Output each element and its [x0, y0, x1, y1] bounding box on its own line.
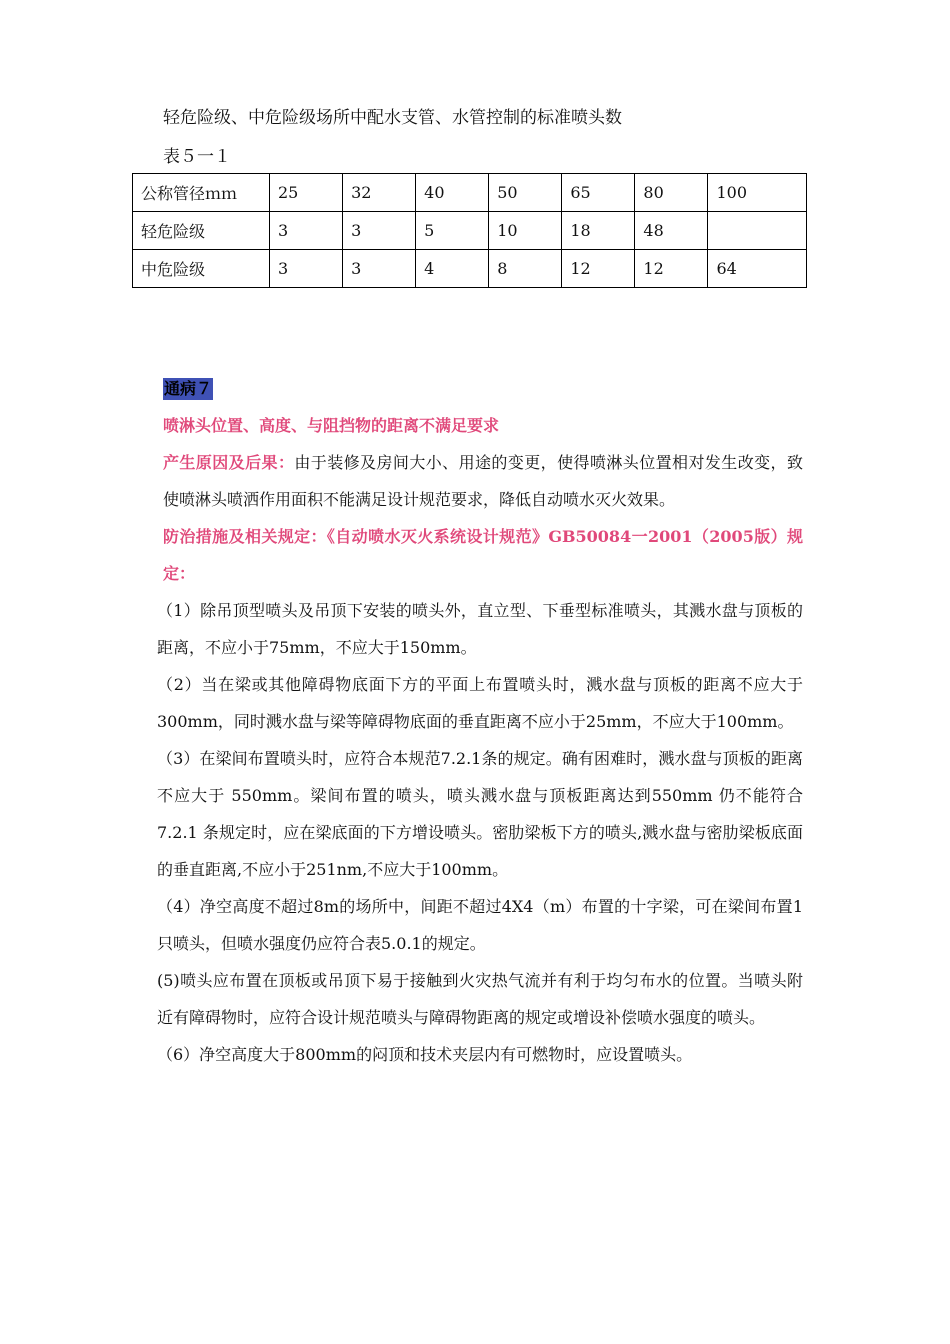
defect-tag: 通病７ [164, 379, 213, 398]
table-caption: 轻危险级、中危险级场所中配水支管、水管控制的标准喷头数 [163, 108, 622, 128]
table-cell: 4 [416, 250, 489, 288]
table-cell: 轻危险级 [133, 212, 270, 250]
table-number: 表５一１ [163, 147, 231, 167]
list-item: (5)喷头应布置在顶板或吊顶下易于接触到火灾热气流并有利于均匀布水的位置。当喷头附近有障碍物时，应符合设计规范喷头与障碍物距离的规定或增设补偿喷水强度的喷头。 [157, 971, 803, 1027]
list-item: （1）除吊顶型喷头及吊顶下安装的喷头外，直立型、下垂型标准喷头，其溅水盘与顶板的距离，不应小于75mm，不应大于150mm。 [157, 601, 803, 657]
table-cell: 50 [489, 174, 562, 212]
table-cell: 5 [416, 212, 489, 250]
table-cell: 12 [635, 250, 708, 288]
defect-section [157, 370, 803, 1073]
table-cell: 中危险级 [133, 250, 270, 288]
table-cell: 3 [343, 212, 416, 250]
table-cell: 18 [562, 212, 635, 250]
table-cell: 40 [416, 174, 489, 212]
table-cell: 64 [708, 250, 807, 288]
cause-paragraph [163, 444, 803, 518]
section-tag-line [163, 370, 803, 407]
section-title: 喷淋头位置、高度、与阻挡物的距离不满足要求 [163, 416, 500, 435]
table-row [133, 250, 807, 288]
table-row [133, 212, 807, 250]
table-cell: 32 [343, 174, 416, 212]
table-cell: 3 [343, 250, 416, 288]
measures-heading: 防治措施及相关规定：《自动喷水灭火系统设计规范》GB50084一2001（2005版）规定： [163, 527, 803, 583]
cause-text: 由于装修及房间大小、用途的变更，使得喷淋头位置相对发生改变，致使喷淋头喷洒作用面积不能满足设计规范要求，降低自动喷水灭火效果。 [163, 453, 803, 509]
cause-label: 产生原因及后果： [163, 453, 295, 472]
table-row [133, 174, 807, 212]
table-cell: 10 [489, 212, 562, 250]
table-cell: 8 [489, 250, 562, 288]
table-cell: 65 [562, 174, 635, 212]
list-item: （4）净空高度不超过8m的场所中，间距不超过4X4（m）布置的十字梁，可在梁间布置1只喷头，但喷水强度仍应符合表5.0.1的规定。 [157, 897, 803, 953]
table-cell: 48 [635, 212, 708, 250]
list-item: （6）净空高度大于800mm的闷顶和技术夹层内有可燃物时，应设置喷头。 [157, 1045, 693, 1064]
sprinkler-count-table [132, 173, 807, 288]
table-cell: 公称管径ｍｍ [133, 174, 270, 212]
list-item: （3）在梁间布置喷头时，应符合本规范7.2.1条的规定。确有困难时，溅水盘与顶板的距离不应大于 550mm。梁间布置的喷头，喷头溅水盘与顶板距离达到550mm 仍不能符合 7.2.1 条规定时，应在梁底面的下方增设喷头。密肋梁板下方的喷头,溅水盘与密肋梁板底面的垂直距离,不应小于251nm,不应大于100mm。 [157, 749, 803, 879]
table-cell [708, 212, 807, 250]
table-cell: 3 [270, 212, 343, 250]
table-cell: 100 [708, 174, 807, 212]
list-item: （2）当在梁或其他障碍物底面下方的平面上布置喷头时，溅水盘与顶板的距离不应大于300mm，同时溅水盘与梁等障碍物底面的垂直距离不应小于25mm，不应大于100mm。 [157, 675, 803, 731]
table-cell: 80 [635, 174, 708, 212]
table-cell: 25 [270, 174, 343, 212]
table-cell: 12 [562, 250, 635, 288]
table-cell: 3 [270, 250, 343, 288]
